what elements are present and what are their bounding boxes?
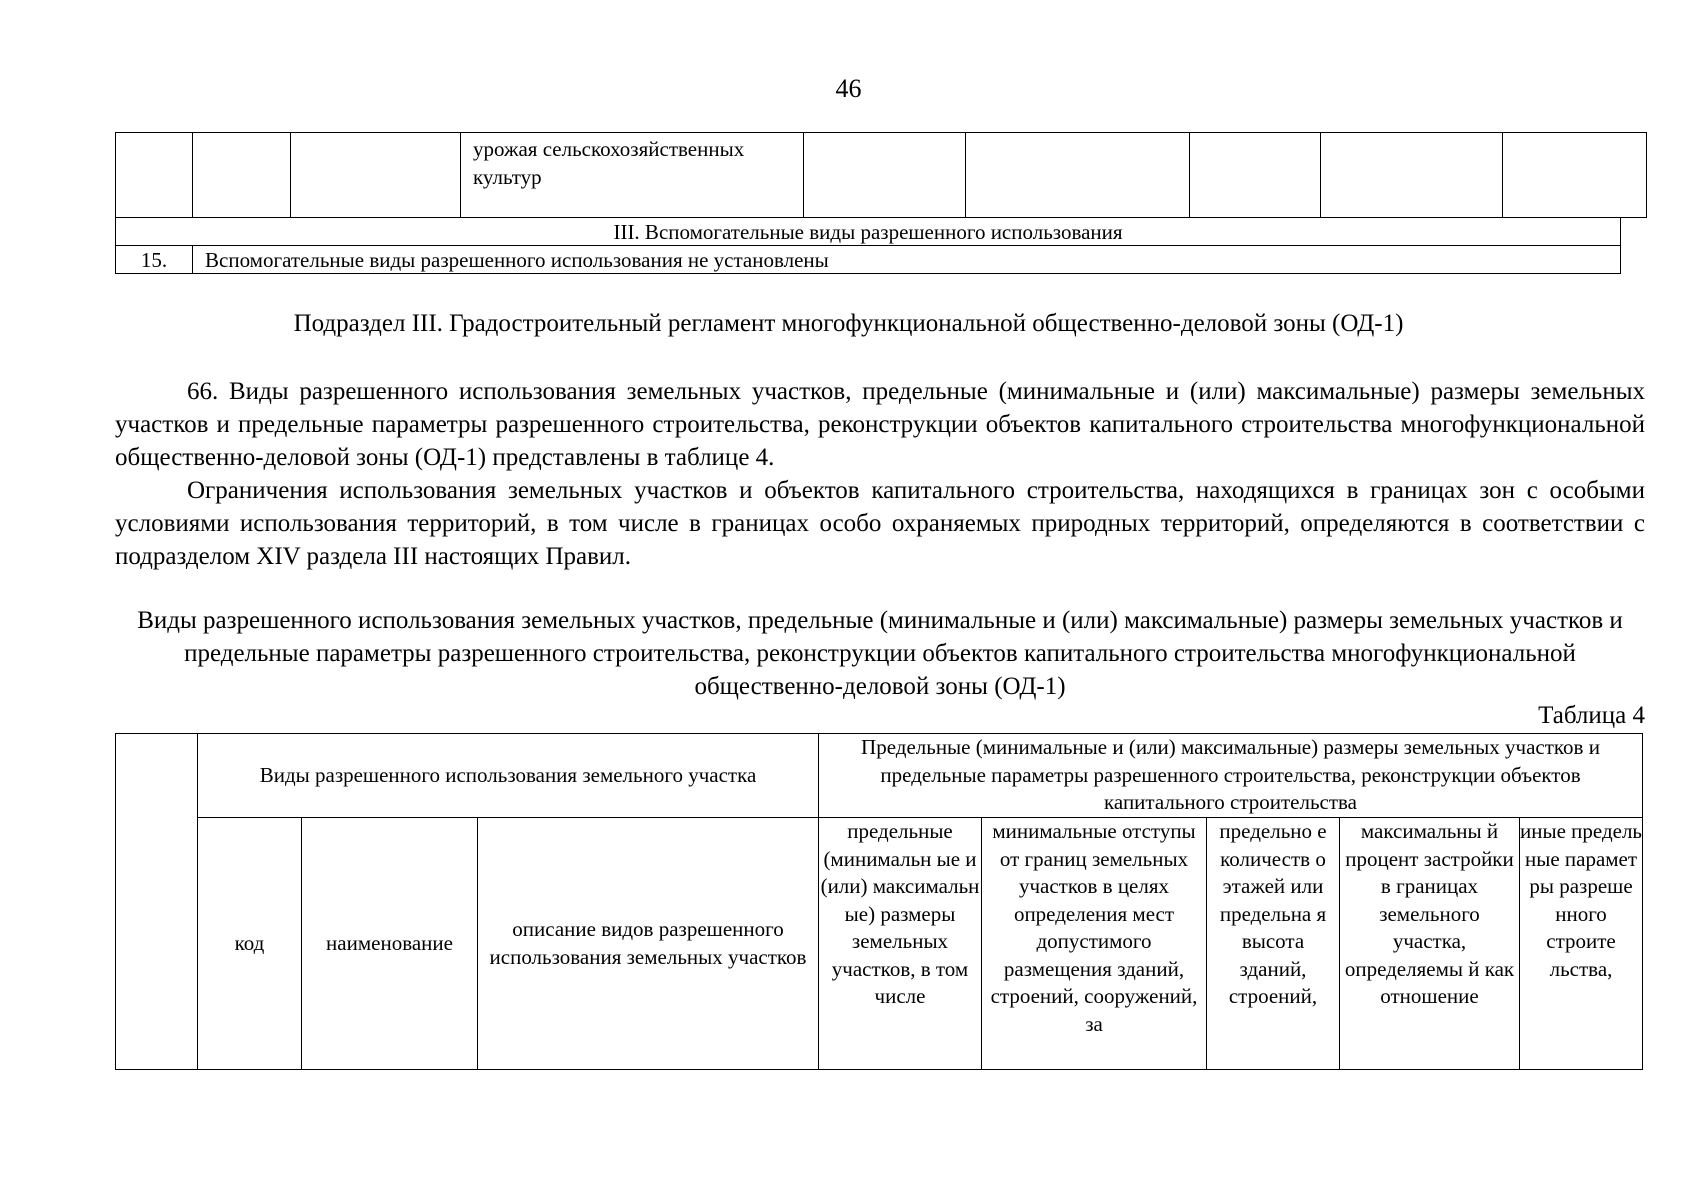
paragraph-66: 66. Виды разрешенного использования земельных участков, предельные (минимальные и (или) максимальные) размеры земельных участков и предельные параметры разрешенного строительства, реконструкции объектов капитального строительства многофункциональной общественно-деловой зоны (ОД-1) представлены в таблице 4.	[115, 378, 1645, 471]
table-cell	[966, 133, 1190, 218]
row-number: 15.	[116, 246, 193, 274]
description-cell: урожая сельскохозяйственных культур	[473, 137, 745, 189]
paragraph-restrictions: Ограничения использования земельных участков и объектов капитального строительства, находящихся в границах зон с особыми условиями использования территорий, в том числе в границах особо охраняемых природных территорий, определяются в соответствии с подразделом XIV раздела III настоящих Правил.	[115, 477, 1645, 570]
table-row	[116, 218, 1621, 246]
column-header-coverage: максимальны й процент застройки в границах земельного участка, определяемы й как отношение	[1340, 818, 1520, 1070]
table-cell	[1503, 133, 1647, 218]
table-header-row	[116, 734, 1643, 818]
table-cell	[1321, 133, 1503, 218]
table-caption: Виды разрешенного использования земельных участков, предельные (минимальные и (или) максимальные) размеры земельных участков и предельные параметры разрешенного строительства, реконструкции объектов капитального строительства многофункциональной общественно-деловой зоны (ОД-1)	[137, 607, 1623, 700]
column-header-plot-sizes: предельные (минимальн ые и (или) максимальн ые) размеры земельных участков, в том числе	[819, 818, 982, 1070]
column-header-setbacks: минимальные отступы от границ земельных участков в целях определения мест допустимого размещения зданий, строений, сооружений, за	[982, 818, 1207, 1070]
table-cell	[804, 133, 966, 218]
section-header: III. Вспомогательные виды разрешенного использования	[116, 218, 1621, 246]
table-cell	[116, 133, 193, 218]
column-header-description: описание видов разрешенного использования земельных участков	[478, 818, 819, 1070]
table-cell	[291, 133, 461, 218]
previous-table-fragment	[115, 132, 1647, 218]
table-cell	[116, 734, 198, 1070]
column-header-other-parameters: иные предель ные парамет ры разреше нного строите льства,	[1520, 818, 1643, 1070]
column-header-code: код	[198, 818, 302, 1070]
table-number: Таблица 4	[1538, 702, 1645, 729]
table-4	[115, 733, 1643, 1070]
subsection-heading: Подраздел III. Градостроительный регламент многофункциональной общественно-деловой зоны (ОД-1)	[293, 310, 1404, 337]
page-number: 46	[835, 74, 862, 103]
table-row	[116, 133, 1647, 218]
auxiliary-uses-table	[115, 217, 1621, 274]
table-cell	[461, 133, 804, 218]
table-cell	[1190, 133, 1321, 218]
column-header-floors: предельно е количеств о этажей или предельна я высота зданий, строений,	[1207, 818, 1340, 1070]
row-text: Вспомогательные виды разрешенного использования не установлены	[193, 246, 1621, 274]
table-row	[116, 246, 1621, 274]
column-header-name: наименование	[302, 818, 478, 1070]
table-header-row	[116, 818, 1643, 1070]
group-header-right: Предельные (минимальные и (или) максимальные) размеры земельных участков и предельные параметры разрешенного строительства, реконструкции объектов капитального строительства	[819, 734, 1643, 818]
group-header-left: Виды разрешенного использования земельного участка	[198, 734, 819, 818]
table-cell	[193, 133, 291, 218]
